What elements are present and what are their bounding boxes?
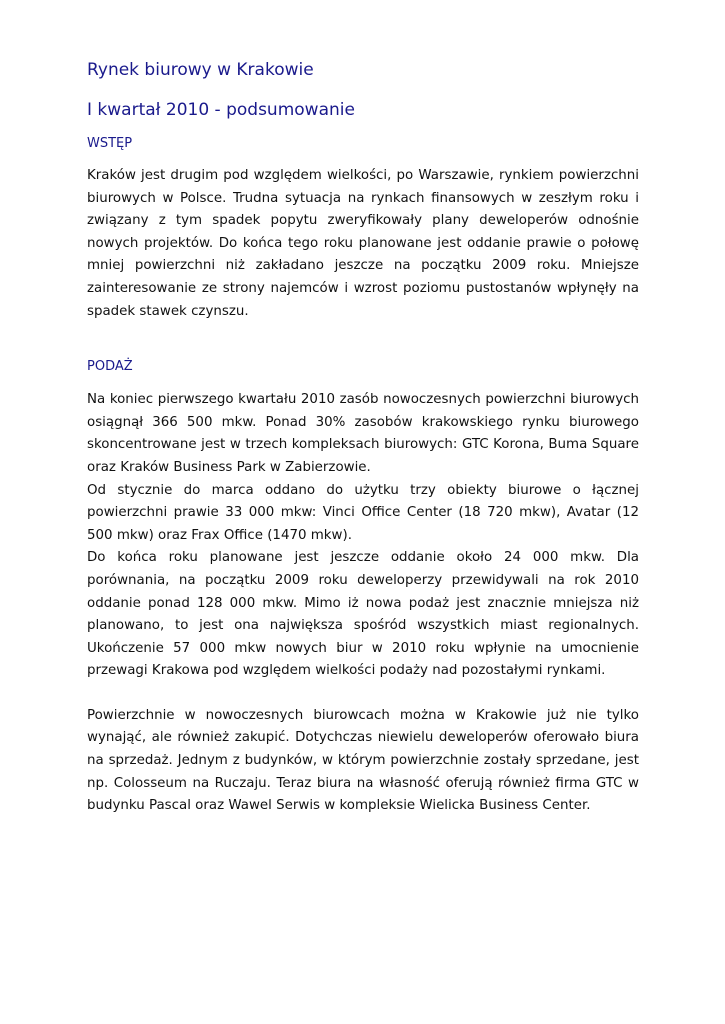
intro-paragraph: Kraków jest drugim pod względem wielkości, po Warszawie, rynkiem powierzchni biurowych w Polsce. Trudna sytuacja na rynkach finansowych w zeszłym roku i związany z tym spadek popytu zweryfikowały plany deweloperów odnośnie nowych projektów. Do końca tego roku planowane jest oddanie prawie o połowę mniej powierzchni niż zakładano jeszcze na początku 2009 roku. Mniejsze zainteresowanie ze strony najemców i wzrost poziomu pustostanów wpłynęły na spadek stawek czynszu. bbox=[87, 168, 639, 319]
document-page bbox=[87, 58, 639, 818]
supply-paragraph-ownership: Powierzchnie w nowoczesnych biurowcach można w Krakowie już nie tylko wynająć, ale również zakupić. Dotychczas niewielu deweloperów oferowało biura na sprzedaż. Jednym z budynków, w którym powierzchnie zostały sprzedane, jest np. Colosseum na Ruczaju. Teraz biura na własność oferują również firma GTC w budynku Pascal oraz Wawel Serwis w kompleksie Wielicka Business Center. bbox=[87, 707, 639, 814]
supply-paragraph-completions: Od stycznie do marca oddano do użytku trzy obiekty biurowe o łącznej powierzchni prawie 33 000 mkw: Vinci Office Center (18 720 mkw), Avatar (12 500 mkw) oraz Frax Office (1470 mkw). bbox=[87, 482, 639, 543]
supply-section bbox=[87, 358, 639, 818]
supply-paragraph-forecast: Do końca roku planowane jest jeszcze oddanie około 24 000 mkw. Dla porównania, na początku 2009 roku deweloperzy przewidywali na rok 2010 oddanie ponad 128 000 mkw. Mimo iż nowa podaż jest znacznie mniejsza niż planowano, to jest ona największa spośród wszystkich miast regionalnych. Ukończenie 57 000 mkw nowych biur w 2010 roku wpłynie na umocnienie przewagi Krakowa pod względem wielkości podaży nad pozostałymi rynkami. bbox=[87, 550, 639, 679]
document-title: Rynek biurowy w Krakowie bbox=[87, 60, 314, 80]
intro-heading: WSTĘP bbox=[87, 136, 133, 151]
supply-heading: PODAŻ bbox=[87, 359, 133, 375]
intro-section bbox=[87, 135, 639, 323]
supply-block bbox=[87, 389, 639, 683]
document-subtitle: I kwartał 2010 - podsumowanie bbox=[87, 100, 355, 120]
supply-paragraph-stock: Na koniec pierwszego kwartału 2010 zasób nowoczesnych powierzchni biurowych osiągnął 366 500 mkw. Ponad 30% zasobów krakowskiego rynku biurowego skoncentrowane jest w trzech kompleksach biurowych: GTC Korona, Buma Square oraz Kraków Business Park w Zabierzowie. bbox=[87, 392, 639, 475]
